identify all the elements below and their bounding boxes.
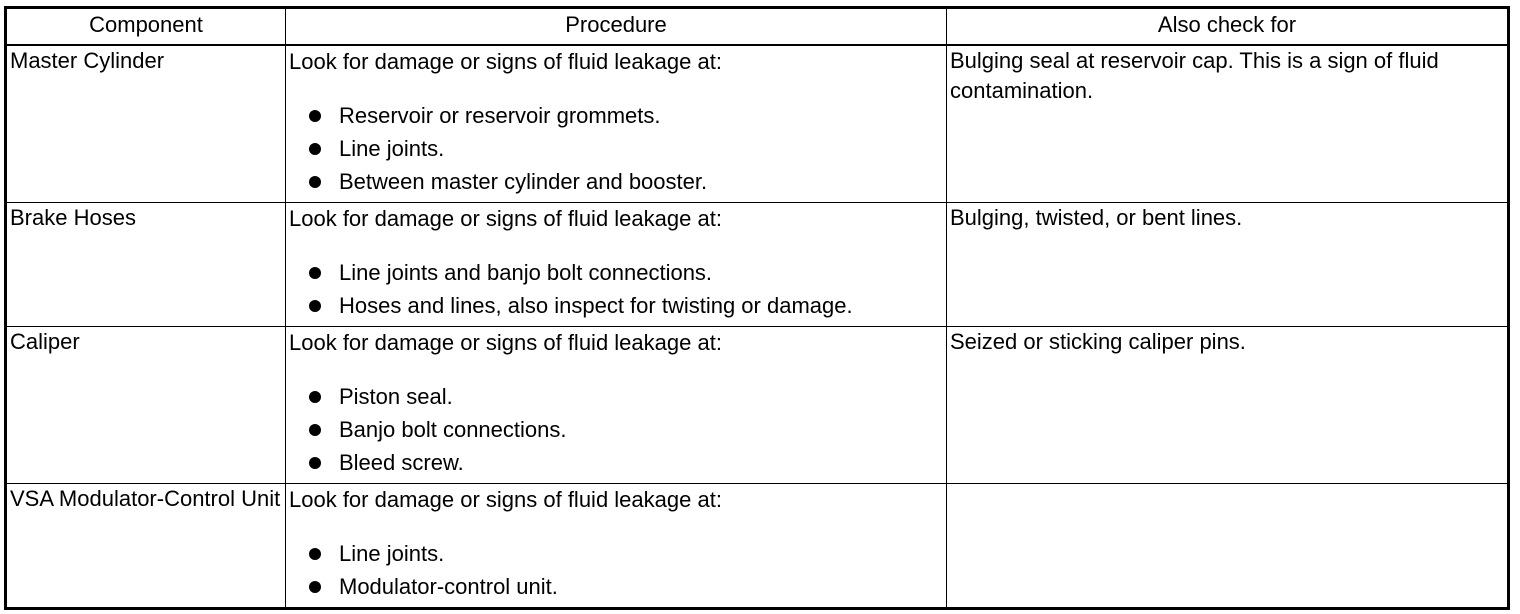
list-item-text: Bleed screw. [339, 450, 464, 475]
component-cell: Master Cylinder [6, 45, 286, 203]
list-item-text: Between master cylinder and booster. [339, 169, 708, 194]
table-row [6, 484, 1509, 609]
list-item [309, 415, 943, 448]
list-item [309, 291, 943, 324]
list-item-text: Reservoir or reservoir grommets. [339, 103, 661, 128]
bullet-icon [309, 548, 321, 560]
procedure-list [289, 382, 943, 483]
bullet-icon [309, 581, 321, 593]
list-item [309, 448, 943, 481]
column-header-also-check-for: Also check for [947, 8, 1509, 46]
inspection-table [4, 6, 1510, 610]
table-row [6, 45, 1509, 203]
procedure-lead: Look for damage or signs of fluid leakage at: [289, 330, 722, 355]
list-item [309, 134, 943, 167]
procedure-cell [286, 484, 947, 609]
bullet-icon [309, 110, 321, 122]
procedure-list [289, 258, 943, 326]
procedure-cell [286, 45, 947, 203]
bullet-icon [309, 267, 321, 279]
list-item-text: Line joints. [339, 541, 445, 566]
bullet-icon [309, 457, 321, 469]
list-item [309, 572, 943, 605]
bullet-icon [309, 424, 321, 436]
list-item-text: Modulator-control unit. [339, 574, 558, 599]
list-item [309, 101, 943, 134]
also-check-cell [947, 484, 1509, 609]
bullet-icon [309, 143, 321, 155]
also-check-cell: Seized or sticking caliper pins. [947, 327, 1509, 484]
procedure-lead: Look for damage or signs of fluid leakage at: [289, 49, 722, 74]
list-item [309, 258, 943, 291]
procedure-list [289, 101, 943, 202]
list-item [309, 167, 943, 200]
list-item [309, 382, 943, 415]
procedure-lead: Look for damage or signs of fluid leakage at: [289, 206, 722, 231]
component-cell: Brake Hoses [6, 203, 286, 327]
procedure-cell [286, 203, 947, 327]
procedure-list [289, 539, 943, 607]
list-item-text: Piston seal. [339, 384, 453, 409]
bullet-icon [309, 300, 321, 312]
bullet-icon [309, 391, 321, 403]
column-header-component: Component [6, 8, 286, 46]
list-item-text: Line joints and banjo bolt connections. [339, 260, 713, 285]
also-check-cell: Bulging seal at reservoir cap. This is a sign of fluid contamination. [947, 45, 1509, 203]
procedure-cell [286, 327, 947, 484]
bullet-icon [309, 176, 321, 188]
list-item-text: Hoses and lines, also inspect for twisting or damage. [339, 293, 853, 318]
also-check-cell: Bulging, twisted, or bent lines. [947, 203, 1509, 327]
table-row [6, 327, 1509, 484]
procedure-lead: Look for damage or signs of fluid leakage at: [289, 487, 722, 512]
header-row [6, 8, 1509, 46]
component-cell: Caliper [6, 327, 286, 484]
list-item-text: Line joints. [339, 136, 445, 161]
component-cell: VSA Modulator-Control Unit [6, 484, 286, 609]
column-header-procedure: Procedure [286, 8, 947, 46]
list-item-text: Banjo bolt connections. [339, 417, 567, 442]
table-row [6, 203, 1509, 327]
list-item [309, 539, 943, 572]
